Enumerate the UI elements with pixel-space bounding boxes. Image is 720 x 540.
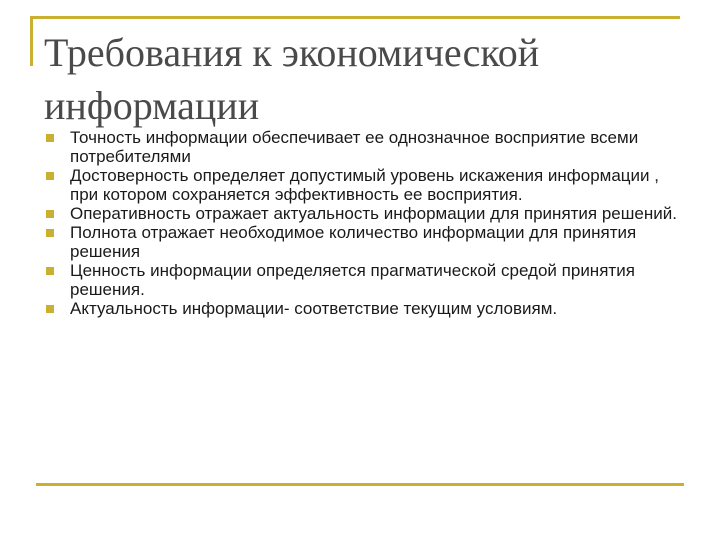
bullet-item — [44, 261, 684, 299]
bullet-list — [44, 128, 684, 318]
square-bullet-icon — [46, 210, 54, 218]
top-rule — [30, 16, 680, 19]
square-bullet-icon — [46, 229, 54, 237]
bullet-item — [44, 204, 684, 223]
bullet-item — [44, 299, 684, 318]
square-bullet-icon — [46, 267, 54, 275]
square-bullet-icon — [46, 172, 54, 180]
square-bullet-icon — [46, 305, 54, 313]
bullet-item — [44, 223, 684, 261]
bullet-text: Актуальность информации- соответствие текущим условиям. — [70, 299, 558, 318]
bullet-text: Полнота отражает необходимое количество информации для принятия решения — [70, 223, 637, 261]
bullet-text: Оперативность отражает актуальность информации для принятия решений. — [70, 204, 677, 223]
square-bullet-icon — [46, 134, 54, 142]
bullet-text: Достоверность определяет допустимый уровень искажения информации , при котором сохраняется эффективность ее восприятия. — [70, 166, 659, 204]
bullet-text: Ценность информации определяется прагматической средой принятия решения. — [70, 261, 635, 299]
bullet-text: Точность информации обеспечивает ее однозначное восприятие всеми потребителями — [70, 128, 639, 166]
bullet-item — [44, 128, 684, 166]
slide-title: Требования к экономической информации — [44, 30, 540, 128]
left-rule — [30, 16, 33, 66]
bullet-item — [44, 166, 684, 204]
bottom-rule — [36, 483, 684, 486]
